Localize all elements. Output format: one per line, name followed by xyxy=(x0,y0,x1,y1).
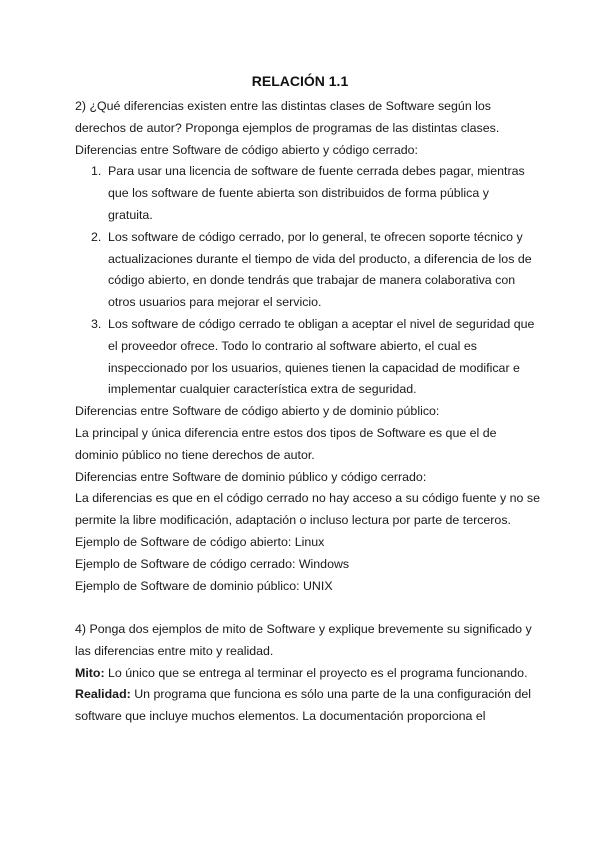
realidad-label: Realidad: xyxy=(75,687,131,702)
list-number: 3. xyxy=(91,316,102,331)
list-item-line: Los software de código cerrado te obligan a aceptar el nivel de seguridad que xyxy=(108,316,535,331)
mito-text: Lo único que se entrega al terminar el proyecto es el programa funcionando. xyxy=(104,665,528,680)
question-4-line: las diferencias entre mito y realidad. xyxy=(75,643,274,658)
question-2-continued xyxy=(75,401,540,597)
question-2 xyxy=(75,96,530,161)
question-2-line: derechos de autor? Proponga ejemplos de programas de las distintas clases. xyxy=(75,120,500,135)
realidad-text: Un programa que funciona es sólo una parte de la una configuración del xyxy=(130,687,531,702)
list-item-line: que los software de fuente abierta son distribuidos de forma pública y xyxy=(108,186,489,201)
list-item-line: actualizaciones durante el tiempo de vida del producto, a diferencia de los de xyxy=(108,251,532,266)
subheading-public-vs-closed: Diferencias entre Software de dominio público y código cerrado: xyxy=(75,469,427,484)
subheading-open-vs-closed: Diferencias entre Software de código abierto y código cerrado: xyxy=(75,142,418,157)
list-item xyxy=(75,314,535,401)
list-item-line: código abierto, en donde tendrás que trabajar de manera colaborativa con xyxy=(108,273,516,288)
list-item-line: Para usar una licencia de software de fuente cerrada debes pagar, mientras xyxy=(108,164,525,179)
paragraph-line: permite la libre modificación, adaptación o incluso lectura por parte de terceros. xyxy=(75,513,511,528)
mito-label: Mito: xyxy=(75,665,105,680)
list-item-line: otros usuarios para mejorar el servicio. xyxy=(108,295,322,310)
example-public-domain: Ejemplo de Software de dominio público: UNIX xyxy=(75,578,333,593)
list-number: 2. xyxy=(91,229,102,244)
list-item xyxy=(75,161,530,226)
subheading-open-vs-public: Diferencias entre Software de código abierto y de dominio público: xyxy=(75,404,440,419)
list-number: 1. xyxy=(91,164,102,179)
mito-line xyxy=(75,663,530,685)
question-4-line: 4) Ponga dos ejemplos de mito de Software y explique brevemente su significado y xyxy=(75,622,532,636)
differences-list xyxy=(75,161,535,401)
example-closed-source: Ejemplo de Software de código cerrado: Windows xyxy=(75,556,350,571)
question-4 xyxy=(75,619,530,728)
paragraph-line: La diferencias es que en el código cerrado no hay acceso a su código fuente y no se xyxy=(75,491,540,506)
document-title: RELACIÓN 1.1 xyxy=(251,73,349,89)
realidad-line xyxy=(75,684,530,706)
paragraph-line: La principal y única diferencia entre estos dos tipos de Software es que el de xyxy=(75,425,497,440)
example-open-source: Ejemplo de Software de código abierto: Linux xyxy=(75,534,325,549)
paragraph-line: software que incluye muchos elementos. La documentación proporciona el xyxy=(75,709,486,724)
list-item xyxy=(75,227,530,314)
list-item-line: Los software de código cerrado, por lo general, te ofrecen soporte técnico y xyxy=(108,229,523,244)
paragraph-line: dominio público no tiene derechos de autor. xyxy=(75,447,315,462)
list-item-line: inspeccionado por los usuarios, quienes tienen la capacidad de modificar e xyxy=(108,360,520,375)
list-item-line: implementar cualquier característica extra de seguridad. xyxy=(108,382,417,397)
question-2-line: 2) ¿Qué diferencias existen entre las distintas clases de Software según los xyxy=(75,99,491,113)
list-item-line: el proveedor ofrece. Todo lo contrario al software abierto, el cual es xyxy=(108,338,477,353)
list-item-line: gratuita. xyxy=(108,207,153,222)
